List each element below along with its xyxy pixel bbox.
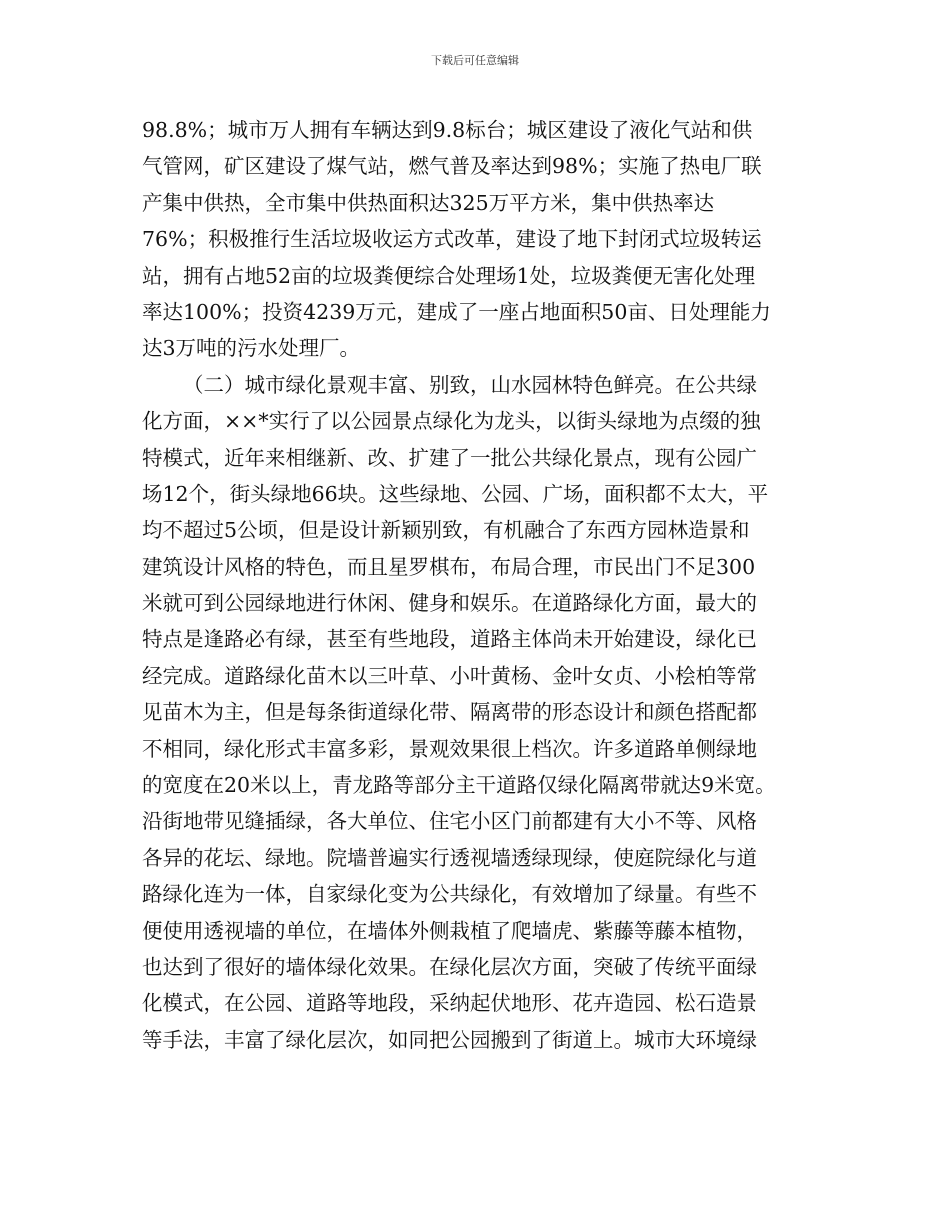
- text-line: 化模式，在公园、道路等地段，采纳起伏地形、花卉造园、松石造景: [142, 991, 757, 1016]
- text-line: 的宽度在20米以上，青龙路等部分主干道路仅绿化隔离带就达9米宽。: [142, 773, 776, 798]
- text-line: 76%；积极推行生活垃圾收运方式改革，建设了地下封闭式垃圾转运: [142, 227, 762, 252]
- text-line: 等手法，丰富了绿化层次，如同把公园搬到了街道上。城市大环境绿: [142, 1027, 757, 1052]
- section-heading-line: （二）城市绿化景观丰富、别致，山水园林特色鲜亮。在公共绿: [183, 372, 757, 397]
- text-line: 均不超过5公顷，但是设计新颖别致，有机融合了东西方园林造景和: [142, 518, 750, 543]
- text-line: 路绿化连为一体，自家绿化变为公共绿化，有效增加了绿量。有些不: [142, 882, 757, 907]
- text-line: 气管网，矿区建设了煤气站，燃气普及率达到98%；实施了热电厂联: [142, 154, 762, 179]
- text-line: 沿街地带见缝插绿，各大单位、住宅小区门前都建有大小不等、风格: [142, 809, 757, 834]
- text-line: 经完成。道路绿化苗木以三叶草、小叶黄杨、金叶女贞、小桧柏等常: [142, 663, 757, 688]
- text-line: 化方面，××*实行了以公园景点绿化为龙头，以街头绿地为点缀的独: [142, 409, 761, 434]
- text-line: 场12个，街头绿地66块。这些绿地、公园、广场，面积都不太大，平: [142, 481, 769, 506]
- text-line: 特模式，近年来相继新、改、扩建了一批公共绿化景点，现有公园广: [142, 445, 757, 470]
- text-line: 便使用透视墙的单位，在墙体外侧栽植了爬墙虎、紫藤等藤本植物，: [142, 918, 757, 943]
- text-line: 98.8%；城市万人拥有车辆达到9.8标台；城区建设了液化气站和供: [142, 118, 753, 142]
- text-line: 见苗木为主，但是每条街道绿化带、隔离带的形态设计和颜色搭配都: [142, 700, 757, 725]
- text-line: 各异的花坛、绿地。院墙普遍实行透视墙透绿现绿，使庭院绿化与道: [142, 845, 757, 870]
- text-line: 达3万吨的污水处理厂。: [142, 336, 361, 361]
- text-line: 率达100%；投资4239万元，建成了一座占地面积50亩、日处理能力: [142, 299, 771, 324]
- text-line: 米就可到公园绿地进行休闲、健身和娱乐。在道路绿化方面，最大的: [142, 591, 757, 616]
- text-line: 不相同，绿化形式丰富多彩，景观效果很上档次。许多道路单侧绿地: [142, 736, 757, 761]
- text-line: 特点是逢路必有绿，甚至有些地段，道路主体尚未开始建设，绿化已: [142, 627, 757, 652]
- text-line: 站，拥有占地52亩的垃圾粪便综合处理场1处，垃圾粪便无害化处理: [142, 263, 756, 288]
- text-line: 建筑设计风格的特色，而且星罗棋布，布局合理，市民出门不足300: [142, 554, 756, 579]
- document-body: [142, 112, 822, 1058]
- text-line: 也达到了很好的墙体绿化效果。在绿化层次方面，突破了传统平面绿: [142, 954, 757, 979]
- text-line: 产集中供热，全市集中供热面积达325万平方米，集中供热率达: [142, 190, 715, 215]
- page-header: 下载后可任意编辑: [431, 54, 519, 67]
